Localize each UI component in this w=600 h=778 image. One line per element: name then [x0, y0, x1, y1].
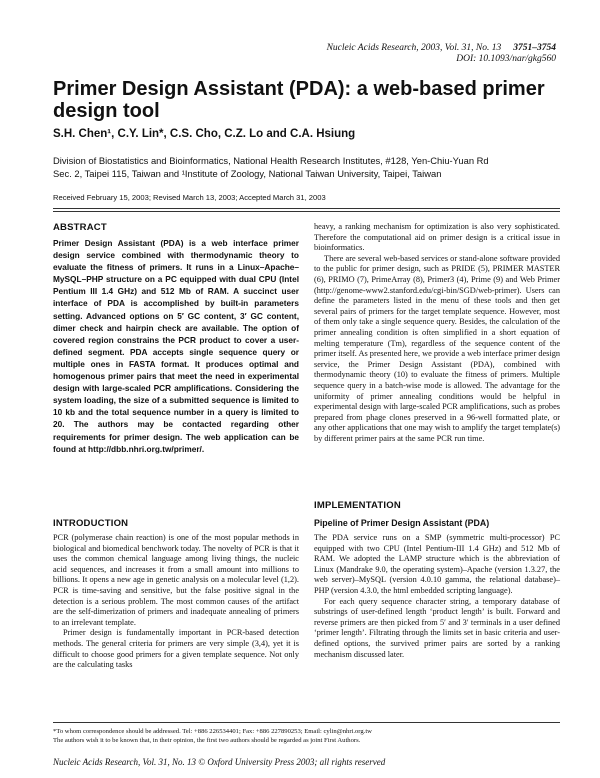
introduction-body [53, 533, 299, 671]
journal-citation: Nucleic Acids Research, 2003, Vol. 31, No. 13 [326, 43, 502, 53]
abstract-text: Primer Design Assistant (PDA) is a web interface primer design service combined with thermodynamic theory to evaluate the fitness of primers. It runs in a Linux–Apache–MySQL–PHP structure on a PC equipped with dual CPU (Intel Pentium III 1.4 GHz) and 512 Mb of RAM. A succinct user interface of PDA is accomplished by built-in parameters setting. Advanced options on 5′ GC content, 3′ GC content, dimer check and hairpin check are available. The option of covered region constrains the PCR product to cover a user-defined segment. PDA accepts single sequence query or multiple ones in FASTA format. It produces optimal and homogenous primer pairs that meet the need in experimental design with large-scaled PCR amplifications. Considering the system loading, the size of a submitted sequence is limited to 10 kb and the total sequence number in a query is limited to 20. The authors may be contacted regarding other requirements for primer design. The web application can be found at http://dbb.nhri.org.tw/primer/. [53, 238, 299, 454]
footnotes [53, 727, 560, 745]
abstract-heading: ABSTRACT [53, 222, 107, 233]
right-column-body [314, 222, 560, 444]
header-divider-top [53, 208, 560, 209]
right-paragraph-0: heavy, a ranking mechanism for optimization is also very sophisticated. Therefore the computational aid on primer design is a critical issue in bioinformatics. [314, 222, 560, 253]
received-dates: Received February 15, 2003; Revised March 13, 2003; Accepted March 31, 2003 [53, 193, 326, 202]
affiliations [53, 154, 563, 180]
author-list: S.H. Chen¹, C.Y. Lin*, C.S. Cho, C.Z. Lo and C.A. Hsiung [53, 128, 356, 140]
page-range: 3751–3754 [513, 43, 556, 53]
correspondence-footnote: *To whom correspondence should be addressed. Tel: +886 226534401; Fax: +886 227890253; Email: cylin@nhri.org.tw [53, 728, 372, 735]
affiliation-line-2: Sec. 2, Taipei 115, Taiwan and ¹Institute of Zoology, National Taiwan University, Taipei, Taiwan [53, 168, 442, 179]
intro-paragraph-1: PCR (polymerase chain reaction) is one of the most popular methods in biological and biomedical benchwork today. The novelty of PCR is that it uses the common chemical language among living things, the nucleic acid sequences, and increases it from a small amount into millions to billions. It opens a new age in genetic analysis on a molecular level (1,2). PCR is time-saving and sensitive, but the false positive signal in the detection is a serious problem. The most common causes of the artifact are the self-dimerization of primers and inadequate annealing of primers to an irrelevant template. [53, 533, 299, 627]
implementation-body [314, 533, 560, 660]
article-title: Primer Design Assistant (PDA): a web-based primer design tool [53, 78, 545, 122]
running-header [327, 43, 556, 65]
footnote-divider [53, 722, 560, 723]
impl-paragraph-2: For each query sequence character string, a temporary database of substrings of user-defined length ‘product length’ is built. Forward and reverse primers are then picked from 5′ and 3′ terminals in a user defined ‘primer length’. Filtrating through the limits set in basic criteria and user-defined options, the survived primer pairs are sorted by a ranking mechanism discussed later. [314, 596, 560, 659]
intro-paragraph-2: Primer design is fundamentally important in PCR-based detection methods. The general criteria for primers are very simple (3,4), yet it is difficult to choose good primers for a given template sequence. Not only are the calculating tasks [53, 628, 299, 670]
introduction-heading: INTRODUCTION [53, 518, 129, 529]
affiliation-line-1: Division of Biostatistics and Bioinformatics, National Health Research Institutes, #128, Yen-Chiu-Yuan Rd [53, 155, 489, 166]
pipeline-subheading: Pipeline of Primer Design Assistant (PDA) [314, 518, 490, 528]
impl-paragraph-1: The PDA service runs on a SMP (symmetric multi-processor) PC equipped with two CPU (Intel Pentium-III 1.4 GHz) and 512 Mb of RAM. We adopted the LAMP structure which is the abbreviation of Linux (Mandrake 9.0, the operating system)–Apache (version 1.3.27, the web server)–MySQL (version 4.0.10 gamma, the relational database)–PHP (version 4.3.0, the html embedded scripting language). [314, 533, 560, 595]
doi: DOI: 10.1093/nar/gkg560 [456, 54, 556, 64]
journal-footer: Nucleic Acids Research, Vol. 31, No. 13 © Oxford University Press 2003; all rights reserved [53, 757, 386, 767]
implementation-heading: IMPLEMENTATION [314, 500, 401, 511]
header-divider-bottom [53, 211, 560, 212]
right-paragraph-1: There are several web-based services or stand-alone software provided to the public for primer design, such as PRIDE (5), PRIMER MASTER (6), PRIMO (7), PrimeArray (8), Primer3 (4), Prime (9) and Web Primer (http://genome-www2.stanford.edu/cgi-bin/SGD/web-primer). Users can define the parameters listed in the menu of these tools and then get several pairs of primers for the target template sequence. However, most of them only take a single sequence query. Besides, the calculation of the primer annealing condition is often simplified in a short equation of melting temperature (Tm), regardless of the sequence content of the primer itself. As presented here, we provide a web interface primer design service, the Primer Design Assistant (PDA), combined with thermodynamic theory (10) to evaluate the fitness of primers. Multiple sequence query in a batch-wise mode is allowed. The advantage for the uniformity of primer annealing conditions would be helpful in experimental design with large-scaled PCR amplifications, such as probes prepared from phage clones preserved in a 96-well formatted plate, or any other applications that one may wish to amplify the target template(s) by different primer pairs at the same PCR run time. [314, 253, 560, 443]
joint-authors-footnote: The authors wish it to be known that, in their opinion, the first two authors should be regarded as joint First Authors. [53, 737, 361, 744]
